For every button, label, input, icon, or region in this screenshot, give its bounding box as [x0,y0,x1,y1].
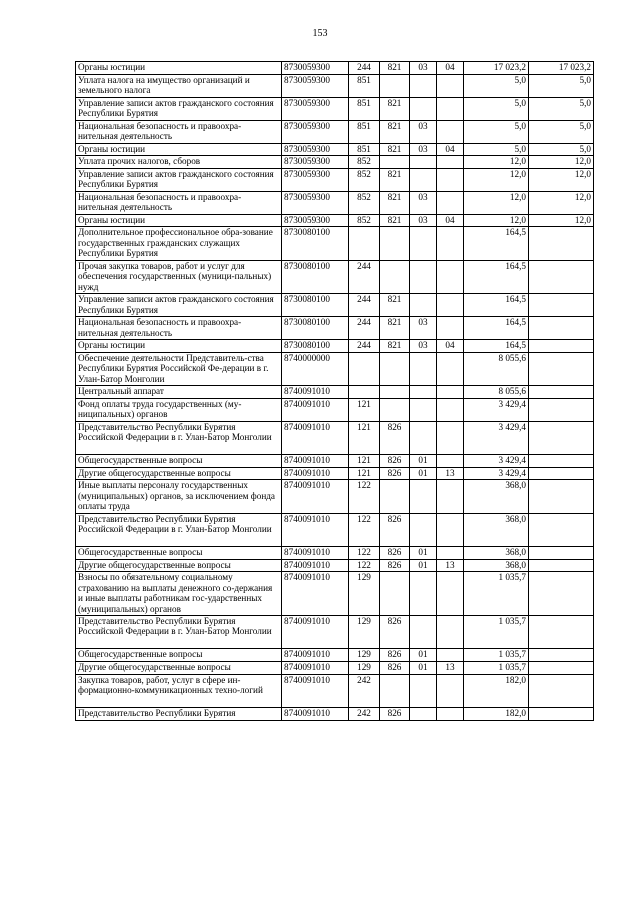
row-pr-cell [437,227,464,260]
row-csr-cell: 8740091010 [282,513,349,546]
row-sum2-cell [529,227,594,260]
row-gr-cell: 826 [380,662,410,675]
row-pr-cell [437,120,464,143]
row-pr-cell: 04 [437,340,464,353]
row-rz-cell [410,480,437,513]
row-sum2-cell [529,547,594,560]
table-row [76,674,594,707]
row-pr-cell [437,317,464,340]
row-rz-cell: 03 [410,62,437,75]
row-name-cell: Другие общегосударственные вопросы [76,559,282,572]
row-name-cell: Управление записи актов гражданского состояния Республики Бурятия [76,294,282,317]
row-sum2-cell [529,421,594,454]
row-csr-cell: 8740091010 [282,662,349,675]
row-sum1-cell: 164,5 [464,227,529,260]
row-sum2-cell: 17 023,2 [529,62,594,75]
row-sum2-cell [529,340,594,353]
row-vr-cell: 121 [349,455,380,468]
row-name-cell: Иные выплаты персоналу государственных (муниципальных) органов, за исключением фонда оплаты труда [76,480,282,513]
row-name-cell: Органы юстиции [76,62,282,75]
row-name-cell: Органы юстиции [76,143,282,156]
row-sum1-cell: 12,0 [464,214,529,227]
row-sum1-cell: 164,5 [464,294,529,317]
row-pr-cell [437,191,464,214]
row-pr-cell: 04 [437,143,464,156]
row-vr-cell: 121 [349,421,380,454]
row-pr-cell: 04 [437,214,464,227]
row-pr-cell [437,708,464,721]
row-csr-cell: 8740091010 [282,455,349,468]
row-rz-cell [410,708,437,721]
table-row [76,120,594,143]
row-vr-cell: 121 [349,398,380,421]
row-gr-cell: 826 [380,649,410,662]
table-row [76,97,594,120]
row-gr-cell [380,260,410,293]
row-sum2-cell [529,480,594,513]
row-csr-cell: 8740091010 [282,386,349,399]
row-gr-cell: 826 [380,547,410,560]
row-sum1-cell: 1 035,7 [464,649,529,662]
row-rz-cell [410,398,437,421]
row-csr-cell: 8740091010 [282,547,349,560]
row-pr-cell [437,616,464,649]
row-gr-cell [380,74,410,97]
row-rz-cell [410,260,437,293]
row-name-cell: Национальная безопасность и правоохра-нительная деятельность [76,317,282,340]
row-rz-cell: 03 [410,143,437,156]
row-rz-cell: 03 [410,317,437,340]
row-pr-cell [437,480,464,513]
row-vr-cell: 851 [349,120,380,143]
row-name-cell: Представительство Республики Бурятия Российской Федерации в г. Улан-Батор Монголии [76,513,282,546]
row-pr-cell: 13 [437,559,464,572]
row-csr-cell: 8740091010 [282,649,349,662]
table-row [76,317,594,340]
row-gr-cell: 821 [380,168,410,191]
row-sum1-cell: 12,0 [464,168,529,191]
row-name-cell: Органы юстиции [76,214,282,227]
row-gr-cell [380,572,410,616]
row-name-cell: Фонд оплаты труда государственных (му-ниципальных) органов [76,398,282,421]
row-name-cell: Представительство Республики Бурятия Российской Федерации в г. Улан-Батор Монголии [76,616,282,649]
row-csr-cell: 8740091010 [282,480,349,513]
row-sum1-cell: 182,0 [464,674,529,707]
row-sum2-cell [529,649,594,662]
table-row [76,559,594,572]
table-row [76,352,594,385]
row-pr-cell [437,572,464,616]
row-gr-cell: 826 [380,421,410,454]
row-name-cell: Другие общегосударственные вопросы [76,662,282,675]
row-vr-cell: 122 [349,480,380,513]
row-name-cell: Органы юстиции [76,340,282,353]
table-row [76,74,594,97]
row-sum1-cell: 368,0 [464,513,529,546]
row-sum2-cell [529,352,594,385]
row-rz-cell [410,572,437,616]
row-gr-cell: 821 [380,120,410,143]
row-pr-cell [437,674,464,707]
row-pr-cell [437,398,464,421]
table-row [76,340,594,353]
row-sum2-cell: 5,0 [529,143,594,156]
row-name-cell: Управление записи актов гражданского состояния Республики Бурятия [76,97,282,120]
row-sum1-cell: 368,0 [464,559,529,572]
row-rz-cell: 03 [410,214,437,227]
row-sum2-cell [529,708,594,721]
row-rz-cell: 01 [410,467,437,480]
row-vr-cell: 852 [349,214,380,227]
row-rz-cell [410,674,437,707]
row-vr-cell: 851 [349,74,380,97]
row-sum2-cell: 5,0 [529,97,594,120]
row-gr-cell: 826 [380,559,410,572]
row-name-cell: Уплата налога на имущество организаций и земельного налога [76,74,282,97]
table-row [76,143,594,156]
row-csr-cell: 8730059300 [282,143,349,156]
row-pr-cell [437,294,464,317]
row-rz-cell: 03 [410,191,437,214]
table-row [76,386,594,399]
row-name-cell: Другие общегосударственные вопросы [76,467,282,480]
row-vr-cell: 242 [349,708,380,721]
row-gr-cell: 821 [380,143,410,156]
row-csr-cell: 8730080100 [282,317,349,340]
row-gr-cell [380,480,410,513]
row-name-cell: Обеспечение деятельности Представитель-ства Республики Бурятия Российской Фе-дерации в г. Улан-Батор Монголии [76,352,282,385]
row-csr-cell: 8730080100 [282,260,349,293]
row-name-cell: Общегосударственные вопросы [76,649,282,662]
table-row [76,616,594,649]
row-csr-cell: 8730059300 [282,168,349,191]
row-vr-cell: 129 [349,616,380,649]
row-gr-cell: 821 [380,97,410,120]
row-csr-cell: 8730080100 [282,340,349,353]
row-gr-cell: 821 [380,214,410,227]
row-gr-cell [380,386,410,399]
row-rz-cell [410,97,437,120]
row-sum2-cell: 12,0 [529,214,594,227]
table-row [76,227,594,260]
row-vr-cell: 244 [349,340,380,353]
row-rz-cell [410,352,437,385]
row-sum2-cell [529,386,594,399]
row-vr-cell: 244 [349,62,380,75]
row-sum1-cell: 368,0 [464,480,529,513]
budget-table [75,61,594,721]
row-rz-cell [410,513,437,546]
row-sum2-cell: 12,0 [529,191,594,214]
row-sum1-cell: 368,0 [464,547,529,560]
row-sum2-cell [529,674,594,707]
row-rz-cell: 01 [410,559,437,572]
row-sum1-cell: 12,0 [464,191,529,214]
row-gr-cell [380,156,410,169]
row-sum1-cell: 3 429,4 [464,455,529,468]
table-row [76,191,594,214]
row-sum1-cell: 1 035,7 [464,572,529,616]
row-pr-cell [437,97,464,120]
table-row [76,168,594,191]
row-gr-cell: 826 [380,467,410,480]
row-sum2-cell [529,294,594,317]
row-pr-cell [437,156,464,169]
row-vr-cell: 851 [349,143,380,156]
row-sum1-cell: 3 429,4 [464,467,529,480]
row-gr-cell [380,398,410,421]
row-name-cell: Центральный аппарат [76,386,282,399]
row-csr-cell: 8740091010 [282,674,349,707]
row-sum1-cell: 12,0 [464,156,529,169]
table-row [76,214,594,227]
table-row [76,649,594,662]
row-name-cell: Управление записи актов гражданского состояния Республики Бурятия [76,168,282,191]
table-row [76,513,594,546]
row-csr-cell: 8740091010 [282,616,349,649]
row-pr-cell [437,74,464,97]
row-rz-cell [410,168,437,191]
row-sum1-cell: 5,0 [464,74,529,97]
row-csr-cell: 8730059300 [282,62,349,75]
row-csr-cell: 8740091010 [282,421,349,454]
row-name-cell: Дополнительное профессиональное обра-зование государственных гражданских служащих Республики Бурятия [76,227,282,260]
table-row [76,294,594,317]
row-rz-cell [410,74,437,97]
row-vr-cell: 851 [349,97,380,120]
row-pr-cell [437,455,464,468]
row-rz-cell: 01 [410,547,437,560]
row-rz-cell [410,227,437,260]
row-gr-cell [380,674,410,707]
row-pr-cell [437,513,464,546]
row-sum1-cell: 1 035,7 [464,616,529,649]
row-sum1-cell: 8 055,6 [464,352,529,385]
row-rz-cell: 01 [410,455,437,468]
row-rz-cell [410,421,437,454]
table-row [76,156,594,169]
table-row [76,547,594,560]
page-number: 153 [312,28,328,39]
row-csr-cell: 8740091010 [282,572,349,616]
row-pr-cell [437,547,464,560]
row-sum2-cell [529,317,594,340]
row-pr-cell [437,352,464,385]
row-gr-cell: 821 [380,340,410,353]
row-sum1-cell: 182,0 [464,708,529,721]
row-rz-cell: 01 [410,662,437,675]
table-row [76,708,594,721]
row-sum1-cell: 5,0 [464,143,529,156]
row-vr-cell: 242 [349,674,380,707]
row-vr-cell: 122 [349,513,380,546]
row-csr-cell: 8730080100 [282,227,349,260]
row-name-cell: Прочая закупка товаров, работ и услуг для обеспечения государственных (муници-пальных) нужд [76,260,282,293]
row-vr-cell [349,227,380,260]
row-csr-cell: 8730059300 [282,74,349,97]
row-sum2-cell [529,572,594,616]
row-pr-cell: 04 [437,62,464,75]
row-sum1-cell: 5,0 [464,97,529,120]
row-pr-cell [437,260,464,293]
table-row [76,467,594,480]
row-sum2-cell [529,662,594,675]
row-vr-cell: 129 [349,572,380,616]
row-rz-cell: 03 [410,120,437,143]
row-rz-cell [410,616,437,649]
row-pr-cell [437,168,464,191]
row-csr-cell: 8740091010 [282,559,349,572]
row-rz-cell: 03 [410,340,437,353]
row-sum2-cell: 12,0 [529,156,594,169]
row-sum1-cell: 5,0 [464,120,529,143]
table-row [76,62,594,75]
row-sum1-cell: 164,5 [464,317,529,340]
table-row [76,398,594,421]
row-vr-cell: 852 [349,191,380,214]
row-csr-cell: 8730059300 [282,120,349,143]
row-pr-cell [437,649,464,662]
row-rz-cell [410,156,437,169]
row-name-cell: Представительство Республики Бурятия [76,708,282,721]
row-csr-cell: 8740091010 [282,708,349,721]
row-sum2-cell [529,455,594,468]
row-name-cell: Национальная безопасность и правоохра-нительная деятельность [76,120,282,143]
row-sum2-cell [529,467,594,480]
row-csr-cell: 8740091010 [282,398,349,421]
row-csr-cell: 8730059300 [282,97,349,120]
row-sum2-cell [529,616,594,649]
row-name-cell: Взносы по обязательному социальному страхованию на выплаты денежного со-держания и иные выплаты работникам гос-ударственных (муниципальных) органов [76,572,282,616]
row-vr-cell: 122 [349,559,380,572]
row-csr-cell: 8730059300 [282,191,349,214]
row-vr-cell: 129 [349,662,380,675]
row-vr-cell: 122 [349,547,380,560]
row-sum2-cell [529,513,594,546]
table-row [76,421,594,454]
row-sum1-cell: 1 035,7 [464,662,529,675]
row-csr-cell: 8730059300 [282,156,349,169]
row-vr-cell [349,386,380,399]
row-vr-cell: 121 [349,467,380,480]
row-rz-cell [410,294,437,317]
row-vr-cell: 244 [349,317,380,340]
row-vr-cell [349,352,380,385]
row-sum1-cell: 8 055,6 [464,386,529,399]
row-sum2-cell [529,398,594,421]
row-csr-cell: 8740000000 [282,352,349,385]
row-gr-cell [380,352,410,385]
row-sum2-cell [529,260,594,293]
table-row [76,480,594,513]
table-row [76,260,594,293]
row-csr-cell: 8740091010 [282,467,349,480]
row-sum2-cell: 12,0 [529,168,594,191]
row-vr-cell: 852 [349,156,380,169]
row-gr-cell: 826 [380,708,410,721]
row-sum1-cell: 164,5 [464,340,529,353]
row-sum1-cell: 164,5 [464,260,529,293]
row-name-cell: Национальная безопасность и правоохра-нительная деятельность [76,191,282,214]
row-csr-cell: 8730059300 [282,214,349,227]
row-vr-cell: 129 [349,649,380,662]
row-sum1-cell: 3 429,4 [464,398,529,421]
row-vr-cell: 852 [349,168,380,191]
row-sum2-cell: 5,0 [529,120,594,143]
row-gr-cell: 826 [380,513,410,546]
row-csr-cell: 8730080100 [282,294,349,317]
row-gr-cell: 826 [380,616,410,649]
row-gr-cell: 821 [380,191,410,214]
row-gr-cell: 821 [380,62,410,75]
row-gr-cell: 821 [380,294,410,317]
row-name-cell: Представительство Республики Бурятия Российской Федерации в г. Улан-Батор Монголии [76,421,282,454]
table-row [76,662,594,675]
row-vr-cell: 244 [349,294,380,317]
row-sum1-cell: 17 023,2 [464,62,529,75]
row-pr-cell [437,386,464,399]
row-name-cell: Общегосударственные вопросы [76,547,282,560]
row-gr-cell [380,227,410,260]
row-sum2-cell [529,559,594,572]
row-pr-cell: 13 [437,662,464,675]
table-row [76,455,594,468]
row-vr-cell: 244 [349,260,380,293]
row-gr-cell: 826 [380,455,410,468]
row-gr-cell: 821 [380,317,410,340]
row-pr-cell [437,421,464,454]
row-rz-cell: 01 [410,649,437,662]
row-pr-cell: 13 [437,467,464,480]
row-sum2-cell: 5,0 [529,74,594,97]
row-name-cell: Закупка товаров, работ, услуг в сфере ин-формационно-коммуникационных техно-логий [76,674,282,707]
row-name-cell: Уплата прочих налогов, сборов [76,156,282,169]
row-name-cell: Общегосударственные вопросы [76,455,282,468]
row-rz-cell [410,386,437,399]
table-row [76,572,594,616]
row-sum1-cell: 3 429,4 [464,421,529,454]
